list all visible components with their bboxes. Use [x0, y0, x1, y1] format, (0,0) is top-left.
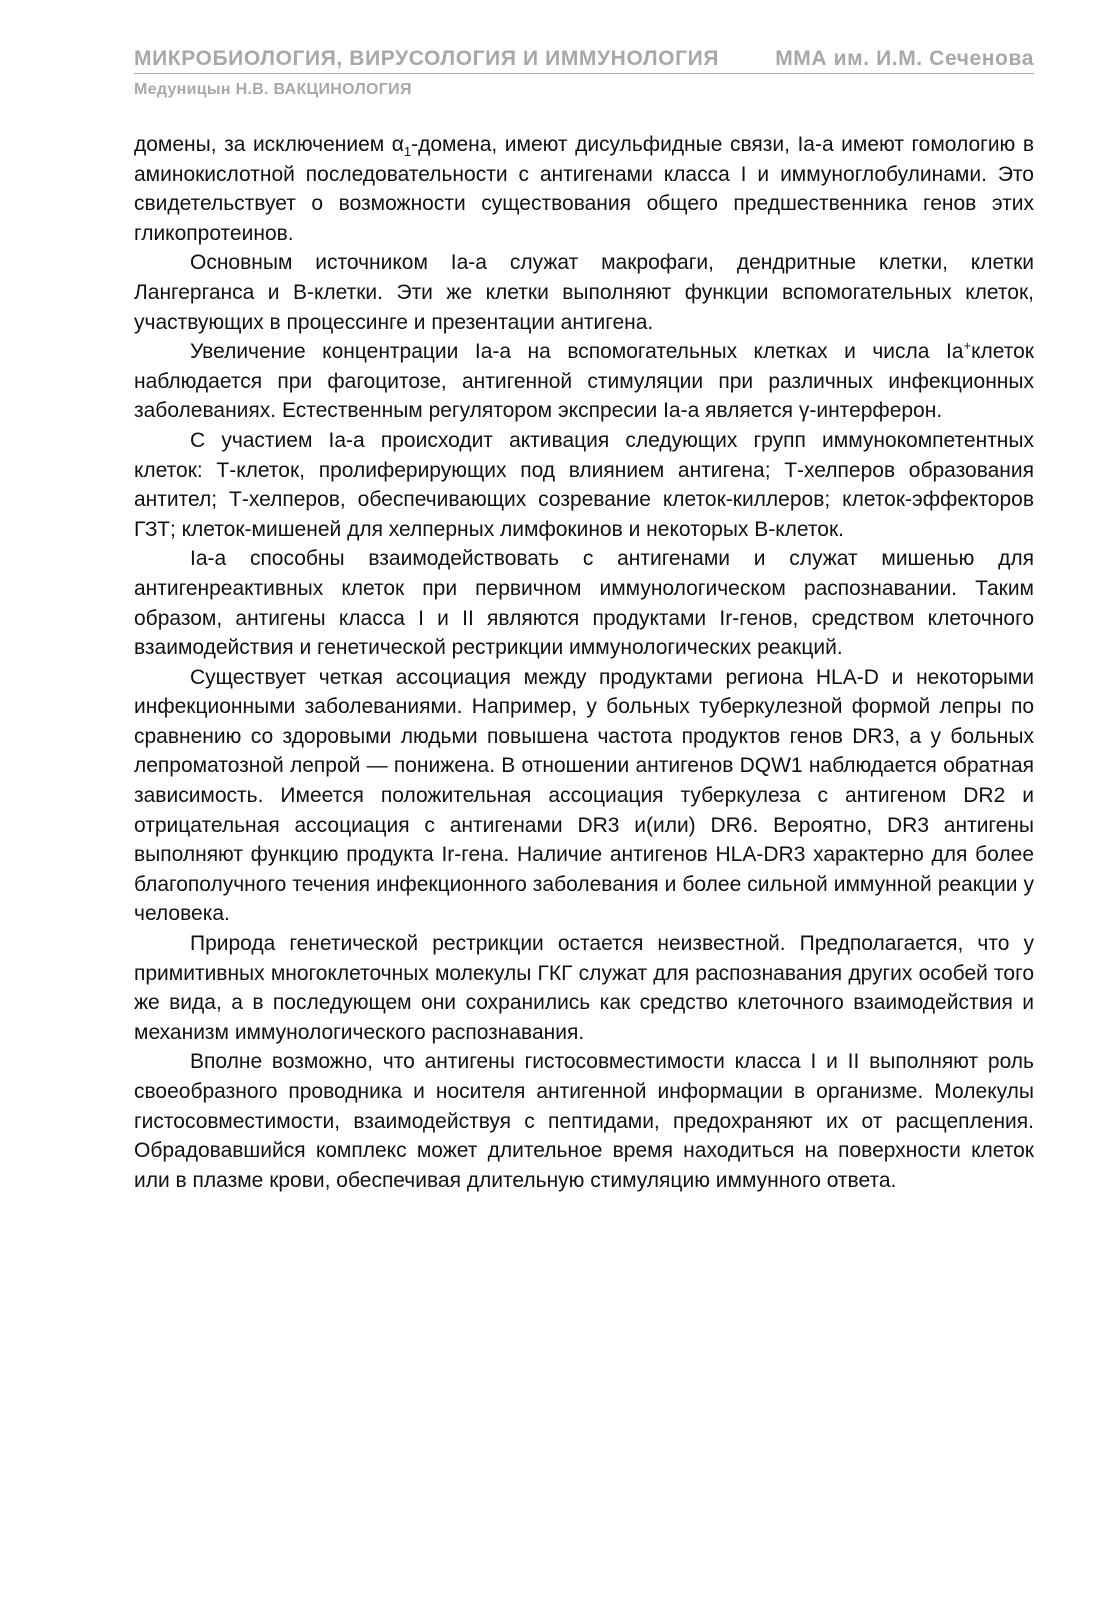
paragraph-1-text-a: домены, за исключением α: [134, 133, 404, 156]
paragraph-3-text-a: Увеличение концентрации Ia-а на вспомогательных клетках и числа Ia: [190, 340, 964, 364]
header-institution: ММА им. И.М. Сеченова: [775, 47, 1034, 70]
paragraph-5: Ia-а способны взаимодействовать с антигенами и служат мишенью для антигенреактивных клеток при первичном иммунологическом распознавании. Таким образом, антигены класса I и II являются продуктами Ir-генов, средством клеточного взаимодействия и генетической рестрикции иммунологических реакций.: [134, 547, 1034, 660]
paragraph-7: Природа генетической рестрикции остается неизвестной. Предполагается, что у примитивных многоклеточных молекулы ГКГ служат для распознавания других особей того же вида, а в последующем они сохранились как средство клеточного взаимодействия и механизм иммунологического распознавания.: [134, 932, 1034, 1044]
document-body: [134, 130, 1034, 1195]
paragraph-1-text-b: -домена, имеют дисульфидные связи, Ia-а имеют гомологию в аминокислотной последовательности с антигенами класса I и иммуноглобулинами. Это свидетельствует о возможности существования общего предшественника генов этих гликопротеинов.: [134, 133, 1034, 245]
paragraph-4: С участием Ia-а происходит активация следующих групп иммунокомпетентных клеток: Т-клеток, пролиферирующих под влиянием антигена; Т-хелперов образования антител; Т-хелперов, обеспечивающих созревание клеток-киллеров; клеток-эффекторов ГЗТ; клеток-мишеней для хелперных лимфокинов и некоторых В-клеток.: [134, 428, 1034, 541]
header-title-row: [134, 47, 1034, 74]
paragraph-3-text-b: клеток наблюдается при фагоцитозе, антигенной стимуляции при различных инфекционных заболеваниях. Естественным регулятором экспресии Ia-а является γ-интерферон.: [134, 340, 1034, 423]
header-subject-title: МИКРОБИОЛОГИЯ, ВИРУСОЛОГИЯ И ИММУНОЛОГИЯ: [134, 47, 720, 70]
header-book-title: Медуницын Н.В. ВАКЦИНОЛОГИЯ: [134, 81, 412, 98]
plus-superscript: +: [963, 338, 972, 354]
paragraph-1: [134, 130, 1034, 248]
paragraph-3: [134, 337, 1034, 426]
paragraph-2: Основным источником Ia-а служат макрофаги, дендритные клетки, клетки Лангерганса и В-клетки. Эти же клетки выполняют функции вспомогательных клеток, участвующих в процессинге и презентации антигена.: [134, 251, 1034, 334]
paragraph-8: Вполне возможно, что антигены гистосовместимости класса I и II выполняют роль своеобразного проводника и носителя антигенной информации в организме. Молекулы гистосовместимости, взаимодействуя с пептидами, предохраняют их от расщепления. Обрадовавшийся комплекс может длительное время находиться на поверхности клеток или в плазме крови, обеспечивая длительную стимуляцию иммунного ответа.: [134, 1050, 1034, 1192]
paragraph-6: Существует четкая ассоциация между продуктами региона HLA-D и некоторыми инфекционными заболеваниями. Например, у больных туберкулезной формой лепры по сравнению со здоровыми людьми повышена частота продуктов генов DR3, а у больных лепроматозной лепрой — понижена. В отношении антигенов DQW1 наблюдается обратная зависимость. Имеется положительная ассоциация туберкулеза с антигеном DR2 и отрицательная ассоциация с антигенами DR3 и(или) DR6. Вероятно, DR3 антигены выполняют функцию продукта Ir-гена. Наличие антигенов HLA-DR3 характерно для более благополучного течения инфекционного заболевания и более сильной иммунной реакции у человека.: [134, 665, 1034, 926]
page-header: [134, 47, 1034, 100]
alpha-subscript: 1: [403, 144, 412, 160]
